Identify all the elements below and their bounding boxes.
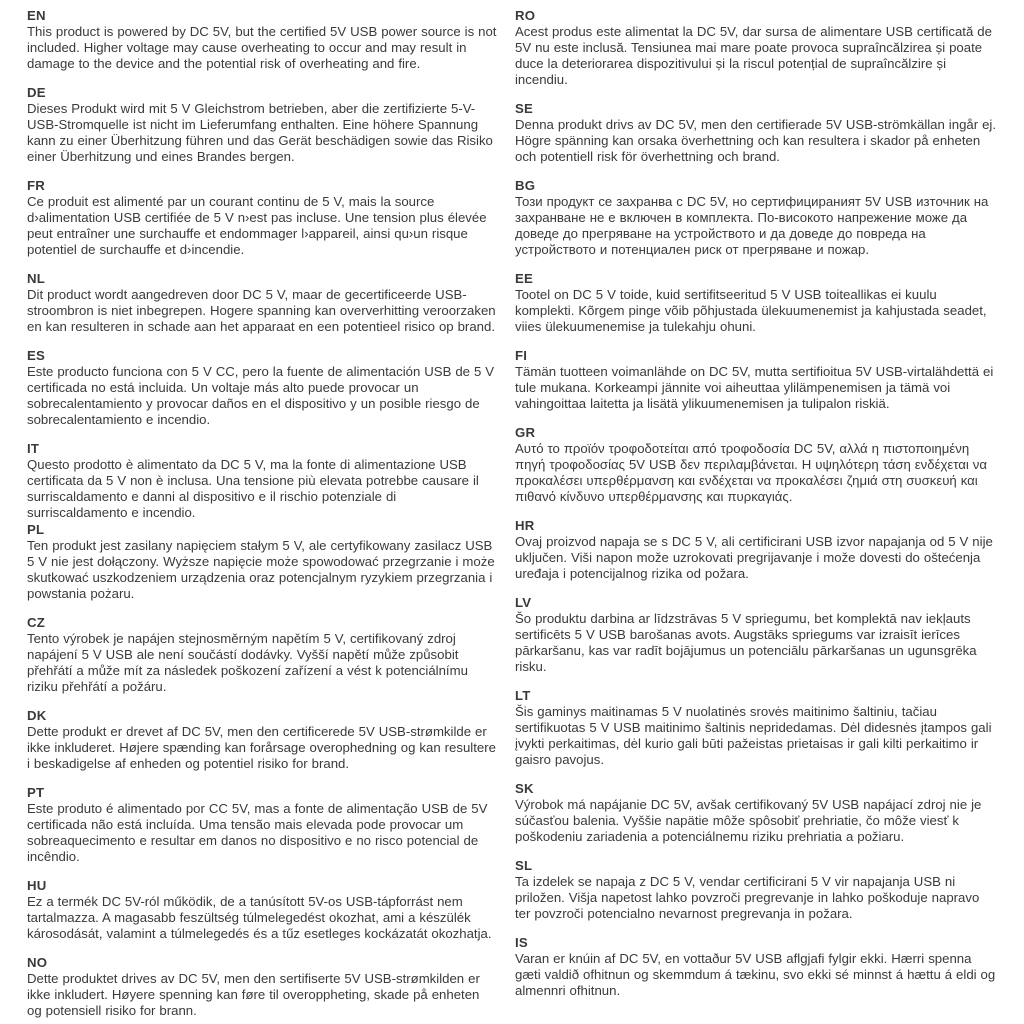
lang-text-ro: Acest produs este alimentat la DC 5V, dar sursa de alimentare USB certificată de 5V nu este inclusă. Tensiunea mai mare poate provoca supraîncălzirea și poate duce la deteriorarea dispozitivului și la riscul potențial de supraîncălzire și incendiu. xyxy=(515,24,992,87)
lang-text-pt: Este produto é alimentado por CC 5V, mas a fonte de alimentação USB de 5V certificada não está incluída. Uma tensão mais elevada pode provocar um sobreaquecimento e resultar em danos no dispositivo e no risco potencial de incêndio. xyxy=(27,801,488,864)
lang-section-en xyxy=(27,8,497,72)
lang-text-bg: Този продукт се захранва с DC 5V, но сертифицираният 5V USB източник на захранване не е включен в комплекта. По-високото напрежение може да доведе до прегряване на устройството и да доведе до повреда на устройството и потенциален риск от прегряване и пожар. xyxy=(515,194,989,257)
lang-text-pl: Ten produkt jest zasilany napięciem stałym 5 V, ale certyfikowany zasilacz USB 5 V nie jest dołączony. Wyższe napięcie może spowodować przegrzanie i może skutkować uszkodzeniem urządzenia oraz potencjalnym ryzykiem przegrzania i powstania pożaru. xyxy=(27,538,495,601)
lang-code-nl: NL xyxy=(27,271,45,286)
lang-section-no xyxy=(27,955,497,1019)
lang-text-en: This product is powered by DC 5V, but the certified 5V USB power source is not included. Higher voltage may cause overheating to occur and may result in damage to the device and the potential risk of overheating and fire. xyxy=(27,24,497,71)
lang-text-fi: Tämän tuotteen voimanlähde on DC 5V, mutta sertifioitua 5V USB-virtalähdettä ei tule mukana. Korkeampi jännite voi aiheuttaa ylilämpenemisen ja tämä voi vahingoittaa laitetta ja lisätä ylikuumenemisen ja tulipalon riskiä. xyxy=(515,364,994,411)
lang-code-fr: FR xyxy=(27,178,45,193)
lang-text-es: Este producto funciona con 5 V CC, pero la fuente de alimentación USB de 5 V certificada no está incluida. Un voltaje más alto puede provocar un sobrecalentamiento y provocar daños en el dispositivo y un posible riesgo de sobrecalentamiento e incendio. xyxy=(27,364,495,427)
lang-text-ee: Tootel on DC 5 V toide, kuid sertifitseeritud 5 V USB toiteallikas ei kuulu komplekti. Kõrgem pinge võib põhjustada ülekuumenemist ja kahjustada seadet, viies ülekuumenemise ja tulekahju ohuni. xyxy=(515,287,987,334)
lang-text-hr: Ovaj proizvod napaja se s DC 5 V, ali certificirani USB izvor napajanja od 5 V nije uključen. Viši napon može uzrokovati pregrijavanje i može dovesti do oštećenja uređaja i potencijalnog rizika od požara. xyxy=(515,534,993,581)
lang-section-fr xyxy=(27,178,497,258)
lang-text-de: Dieses Produkt wird mit 5 V Gleichstrom betrieben, aber die zertifizierte 5-V-USB-Stromquelle ist nicht im Lieferumfang enthalten. Eine höhere Spannung kann zu einer Überhitzung führen und das Gerät beschädigen sowie das Risiko einer Überhitzung und eines Brandes bergen. xyxy=(27,101,493,164)
lang-code-en: EN xyxy=(27,8,46,23)
lang-code-es: ES xyxy=(27,348,45,363)
lang-text-is: Varan er knúin af DC 5V, en vottaður 5V USB aflgjafi fylgir ekki. Hærri spenna gæti valdið ofhitnun og skemmdum á tækinu, svo ekki sé minnst á hættu á eldi og almennri ofhitnun. xyxy=(515,951,996,998)
lang-code-pl: PL xyxy=(27,522,45,537)
lang-code-hu: HU xyxy=(27,878,47,893)
lang-section-lt xyxy=(515,688,998,768)
lang-section-is xyxy=(515,935,998,999)
lang-section-lv xyxy=(515,595,998,675)
lang-code-sl: SL xyxy=(515,858,533,873)
lang-section-sl xyxy=(515,858,998,922)
lang-text-no: Dette produktet drives av DC 5V, men den sertifiserte 5V USB-strømkilden er ikke inkludert. Høyere spenning kan føre til overoppheting, skade på enheten og potensiell risiko for brann. xyxy=(27,971,480,1018)
lang-section-sk xyxy=(515,781,998,845)
lang-code-sk: SK xyxy=(515,781,534,796)
lang-code-no: NO xyxy=(27,955,48,970)
lang-text-hu: Ez a termék DC 5V-ról működik, de a tanúsított 5V-os USB-tápforrást nem tartalmazza. A magasabb feszültség túlmelegedést okozhat, ami a készülék károsodását, valamint a túlmelegedés és a tűz esetleges kockázatát okozhatja. xyxy=(27,894,492,941)
lang-section-ee xyxy=(515,271,998,335)
lang-code-dk: DK xyxy=(27,708,47,723)
lang-text-se: Denna produkt drivs av DC 5V, men den certifierade 5V USB-strömkällan ingår ej. Högre spänning kan orsaka överhettning och kan resultera i skador på enheten och potentiell risk för överhettning och brand. xyxy=(515,117,997,164)
lang-text-gr: Αυτό το προϊόν τροφοδοτείται από τροφοδοσία DC 5V, αλλά η πιστοποιημένη πηγή τροφοδοσίας 5V USB δεν περιλαμβάνεται. Η υψηλότερη τάση ενδέχεται να προκαλέσει υπερθέρμανση και ενδέχεται να προκαλέσει ζημιά στη συσκευή και πιθανό κίνδυνο υπερθέρμανσης και πυρκαγιάς. xyxy=(515,441,988,504)
lang-code-gr: GR xyxy=(515,425,536,440)
lang-section-fi xyxy=(515,348,998,412)
lang-code-fi: FI xyxy=(515,348,528,363)
lang-section-bg xyxy=(515,178,998,258)
lang-section-pl xyxy=(27,522,497,602)
lang-code-lt: LT xyxy=(515,688,531,703)
lang-section-hr xyxy=(515,518,998,582)
lang-code-it: IT xyxy=(27,441,40,456)
lang-code-hr: HR xyxy=(515,518,535,533)
right-column xyxy=(515,8,998,1024)
lang-text-sk: Výrobok má napájanie DC 5V, avšak certifikovaný 5V USB napájací zdroj nie je súčasťou balenia. Vyššie napätie môže spôsobiť prehriatie, čo môže viesť k poškodeniu zariadenia a potenciálnemu riziku prehriatia a požiaru. xyxy=(515,797,982,844)
lang-text-cz: Tento výrobek je napájen stejnosměrným napětím 5 V, certifikovaný zdroj napájení 5 V USB ale není součástí dodávky. Vyšší napětí může způsobit přehřátí a může mít za následek poškození zařízení a vést k potenciálnímu riziku přehřátí a požáru. xyxy=(27,631,468,694)
lang-section-nl xyxy=(27,271,497,335)
lang-section-dk xyxy=(27,708,497,772)
lang-section-gr xyxy=(515,425,998,505)
lang-section-it xyxy=(27,441,497,521)
lang-section-cz xyxy=(27,615,497,695)
lang-code-is: IS xyxy=(515,935,528,950)
lang-code-ee: EE xyxy=(515,271,533,286)
lang-code-lv: LV xyxy=(515,595,532,610)
lang-code-de: DE xyxy=(27,85,46,100)
lang-section-pt xyxy=(27,785,497,865)
lang-code-pt: PT xyxy=(27,785,45,800)
lang-text-lt: Šis gaminys maitinamas 5 V nuolatinės srovės maitinimo šaltiniu, tačiau sertifikuotas 5 V USB maitinimo šaltinis nepridedamas. Dėl didesnės įtampos gali įvykti perkaitimas, dėl kurio gali būti pažeistas prietaisas ir gali kilti perkaitimo ir gaisro pavojus. xyxy=(515,704,992,767)
lang-text-nl: Dit product wordt aangedreven door DC 5 V, maar de gecertificeerde USB-stroombron is niet inbegrepen. Hogere spanning kan oververhitting veroorzaken en kan resulteren in schade aan het apparaat en een potentieel risico op brand. xyxy=(27,287,496,334)
lang-section-de xyxy=(27,85,497,165)
lang-code-se: SE xyxy=(515,101,533,116)
lang-text-dk: Dette produkt er drevet af DC 5V, men den certificerede 5V USB-strømkilde er ikke inkluderet. Højere spænding kan forårsage overophedning og kan resultere i beskadigelse af enheden og potentiel risiko for brand. xyxy=(27,724,496,771)
lang-code-bg: BG xyxy=(515,178,536,193)
left-column xyxy=(27,8,497,1024)
lang-code-cz: CZ xyxy=(27,615,45,630)
lang-text-lv: Šo produktu darbina ar līdzstrāvas 5 V spriegumu, bet komplektā nav iekļauts sertificēts 5 V USB barošanas avots. Augstāks spriegums var izraisīt ierīces pārkaršanu, kas var radīt bojājumus un potenciālu pārkaršanas un ugunsgrēka risku. xyxy=(515,611,977,674)
lang-text-fr: Ce produit est alimenté par un courant continu de 5 V, mais la source d›alimentation USB certifiée de 5 V n›est pas incluse. Une tension plus élevée peut entraîner une surchauffe et endommager l›appareil, ainsi qu›un risque potentiel de surchauffe et d›incendie. xyxy=(27,194,487,257)
lang-code-ro: RO xyxy=(515,8,536,23)
lang-section-ro xyxy=(515,8,998,88)
lang-section-se xyxy=(515,101,998,165)
lang-text-it: Questo prodotto è alimentato da DC 5 V, ma la fonte di alimentazione USB certificata da 5 V non è inclusa. Una tensione più elevata potrebbe causare il surriscaldamento e danni al dispositivo e il rischio potenziale di surriscaldamento e incendio. xyxy=(27,457,479,520)
lang-section-hu xyxy=(27,878,497,942)
lang-text-sl: Ta izdelek se napaja z DC 5 V, vendar certificirani 5 V vir napajanja USB ni priložen. Višja napetost lahko povzroči pregrevanje in lahko poškoduje napravo ter povzroči potencialno nevarnost pregrevanja in požara. xyxy=(515,874,980,921)
lang-section-es xyxy=(27,348,497,428)
